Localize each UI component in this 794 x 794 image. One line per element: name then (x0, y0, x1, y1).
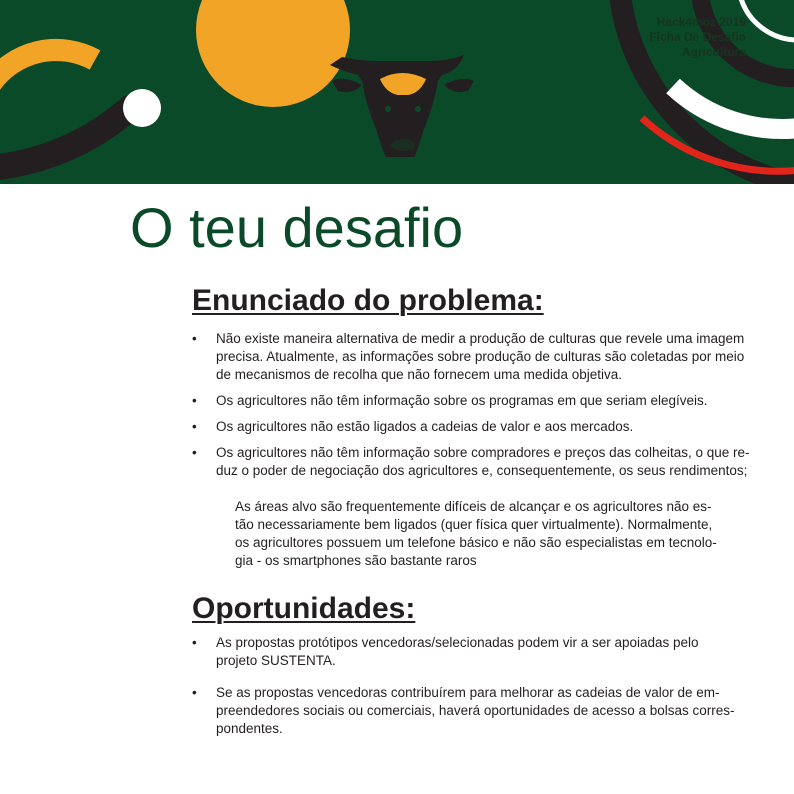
list-item-line: duz o poder de negociação dos agricultores e, consequentemente, os seus rendimentos; (216, 463, 748, 478)
note-line: gia - os smartphones são bastante raros (235, 553, 477, 568)
page-title: O teu desafio (130, 196, 464, 259)
problem-note (235, 498, 735, 570)
orange-arc-decoration (0, 50, 95, 85)
event-label: Hack4moz 2019 (656, 15, 746, 29)
bullet-dot-icon: • (192, 445, 197, 460)
category-label: Agricultura (681, 45, 746, 59)
list-item-line: Os agricultores não têm informação sobre os programas em que seriam elegíveis. (216, 393, 708, 408)
list-item-line: Se as propostas vencedoras contribuírem para melhorar as cadeias de valor de em- (216, 685, 720, 700)
bullet-dot-icon: • (192, 685, 197, 700)
opportunities-heading: Oportunidades: (192, 592, 416, 625)
header-meta (649, 15, 746, 60)
cow-head-icon (330, 55, 474, 157)
white-dot-decoration (123, 89, 161, 127)
list-item-line: pondentes. (216, 721, 283, 736)
list-item (192, 684, 752, 738)
list-item (192, 418, 752, 436)
right-white-arc-inner (740, 0, 794, 40)
note-line: As áreas alvo são frequentemente difíceis de alcançar e os agricultores não es- (235, 499, 712, 514)
list-item-line: de mecanismos de recolha que não fornecem uma medida objetiva. (216, 367, 622, 382)
list-item-line: Não existe maneira alternativa de medir a produção de culturas que revele uma imagem (216, 331, 745, 346)
list-item (192, 444, 752, 480)
dark-arc-decoration (0, 108, 130, 168)
problem-heading: Enunciado do problema: (192, 284, 544, 317)
problem-list (192, 330, 752, 480)
note-line: os agricultores possuem um telefone básico e não são especialistas em tecnolo- (235, 535, 717, 550)
bullet-dot-icon: • (192, 635, 197, 650)
list-item-line: Os agricultores não têm informação sobre compradores e preços das colheitas, o que re- (216, 445, 750, 460)
list-item (192, 330, 752, 384)
bullet-dot-icon: • (192, 331, 197, 346)
list-item-line: Os agricultores não estão ligados a cadeias de valor e aos mercados. (216, 419, 634, 434)
list-item-line: projeto SUSTENTA. (216, 653, 336, 668)
bullet-dot-icon: • (192, 419, 197, 434)
bullet-dot-icon: • (192, 393, 197, 408)
list-item-line: preendedores sociais ou comerciais, haverá oportunidades de acesso a bolsas corres- (216, 703, 735, 718)
sun-circle-icon (196, 0, 350, 107)
list-item (192, 634, 752, 670)
list-item-line: As propostas protótipos vencedoras/selecionadas podem vir a ser apoiadas pelo (216, 635, 699, 650)
list-item-line: precisa. Atualmente, as informações sobre produção de culturas são coletadas por meio (216, 349, 745, 364)
note-line: tão necessariamente bem ligados (quer física quer virtualmente). Normalmente, (235, 517, 713, 532)
header-banner (0, 0, 794, 184)
opportunities-list (192, 634, 752, 738)
sheet-label: Ficha De Desafio (649, 30, 746, 44)
list-item (192, 392, 752, 410)
